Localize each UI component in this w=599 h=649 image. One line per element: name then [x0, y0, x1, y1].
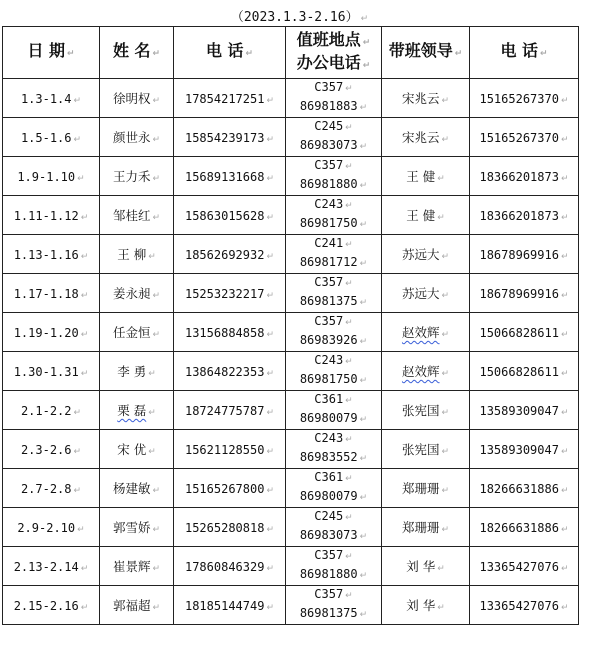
cell-date: 1.11-1.12 ↵ [3, 196, 100, 235]
paragraph-mark-icon: ↵ [441, 408, 450, 418]
table-row [3, 118, 579, 157]
cell-date: 1.9-1.10 ↵ [3, 157, 100, 196]
cell-leader: 王 健 ↵ [382, 196, 470, 235]
cell-leader: 刘 华 ↵ [382, 586, 470, 625]
cell-phone: 15854239173 ↵ [174, 118, 286, 157]
paragraph-mark-icon: ↵ [152, 135, 161, 145]
cell-name: 邹桂红 ↵ [100, 196, 174, 235]
paragraph-mark-icon: ↵ [266, 407, 275, 418]
paragraph-mark-icon: ↵ [152, 291, 161, 301]
paragraph-mark-icon: ↵ [80, 212, 89, 223]
paragraph-mark-icon: ↵ [148, 369, 156, 379]
cell-date: 1.5-1.6 ↵ [3, 118, 100, 157]
paragraph-mark-icon: ↵ [560, 329, 569, 340]
cell-location-office-phone: C241 ↵ 86981712 ↵ [286, 235, 382, 274]
schedule-period-caption [0, 6, 599, 25]
paragraph-mark-icon: ↵ [266, 212, 275, 223]
cell-location-office-phone: C357 ↵ 86981375 ↵ [286, 274, 382, 313]
cell-date: 2.7-2.8 ↵ [3, 469, 100, 508]
paragraph-mark-icon: ↵ [80, 251, 89, 262]
table-row [3, 391, 579, 430]
cell-name: 栗 磊 ↵ [100, 391, 174, 430]
cell-phone: 17854217251 ↵ [174, 79, 286, 118]
cell-leader: 张宪国 ↵ [382, 430, 470, 469]
cell-leader-phone: 15066828611 ↵ [470, 352, 579, 391]
cell-location-office-phone: C357 ↵ 86981880 ↵ [286, 157, 382, 196]
paragraph-mark-icon: ↵ [359, 415, 368, 425]
paragraph-mark-icon: ↵ [560, 602, 569, 613]
paragraph-mark-icon: ↵ [560, 95, 569, 106]
paragraph-mark-icon: ↵ [73, 134, 82, 145]
duty-schedule-table [2, 26, 579, 625]
table-row [3, 274, 579, 313]
paragraph-mark-icon: ↵ [80, 602, 89, 613]
cell-leader-phone: 18366201873 ↵ [470, 157, 579, 196]
paragraph-mark-icon: ↵ [359, 259, 368, 269]
table-row [3, 547, 579, 586]
cell-location-office-phone: C357 ↵ 86983926 ↵ [286, 313, 382, 352]
cell-leader: 郑珊珊 ↵ [382, 508, 470, 547]
paragraph-mark-icon: ↵ [359, 532, 368, 542]
paragraph-mark-icon: ↵ [360, 14, 369, 24]
paragraph-mark-icon: ↵ [441, 447, 450, 457]
table-row [3, 469, 579, 508]
paragraph-mark-icon: ↵ [73, 485, 82, 496]
paragraph-mark-icon: ↵ [345, 318, 353, 328]
paragraph-mark-icon: ↵ [560, 251, 569, 262]
cell-leader-phone: 13589309047 ↵ [470, 430, 579, 469]
cell-location-office-phone: C245 ↵ 86983073 ↵ [286, 118, 382, 157]
cell-phone: 15621128550 ↵ [174, 430, 286, 469]
paragraph-mark-icon: ↵ [359, 142, 368, 152]
paragraph-mark-icon: ↵ [266, 368, 275, 379]
cell-phone: 18562692932 ↵ [174, 235, 286, 274]
cell-leader-phone: 18678969916 ↵ [470, 235, 579, 274]
table-header-row [3, 27, 579, 79]
cell-name: 宋 优 ↵ [100, 430, 174, 469]
paragraph-mark-icon: ↵ [345, 201, 353, 211]
paragraph-mark-icon: ↵ [560, 524, 569, 535]
paragraph-mark-icon: ↵ [359, 610, 368, 620]
paragraph-mark-icon: ↵ [345, 396, 353, 406]
paragraph-mark-icon: ↵ [359, 376, 368, 386]
cell-date: 1.3-1.4 ↵ [3, 79, 100, 118]
cell-leader: 赵效辉 ↵ [382, 313, 470, 352]
table-row [3, 430, 579, 469]
paragraph-mark-icon: ↵ [152, 486, 161, 496]
cell-location-office-phone: C357 ↵ 86981375 ↵ [286, 586, 382, 625]
header-leader: 带班领导 ↵ [382, 27, 470, 79]
table-row [3, 313, 579, 352]
paragraph-mark-icon: ↵ [77, 173, 85, 184]
table-body [3, 79, 579, 625]
cell-phone: 17860846329 ↵ [174, 547, 286, 586]
paragraph-mark-icon: ↵ [266, 485, 275, 496]
paragraph-mark-icon: ↵ [266, 251, 275, 262]
paragraph-mark-icon: ↵ [152, 213, 161, 223]
paragraph-mark-icon: ↵ [345, 357, 353, 367]
paragraph-mark-icon: ↵ [359, 103, 368, 113]
cell-location-office-phone: C245 ↵ 86983073 ↵ [286, 508, 382, 547]
cell-name: 王 柳 ↵ [100, 235, 174, 274]
cell-phone: 18185144749 ↵ [174, 586, 286, 625]
cell-leader: 苏远大 ↵ [382, 235, 470, 274]
cell-date: 1.17-1.18 ↵ [3, 274, 100, 313]
paragraph-mark-icon: ↵ [266, 602, 275, 613]
paragraph-mark-icon: ↵ [437, 603, 445, 613]
cell-leader-phone: 13365427076 ↵ [470, 547, 579, 586]
cell-date: 2.9-2.10 ↵ [3, 508, 100, 547]
paragraph-mark-icon: ↵ [560, 173, 569, 184]
cell-name: 姜永昶 ↵ [100, 274, 174, 313]
table-row [3, 196, 579, 235]
paragraph-mark-icon: ↵ [560, 407, 569, 418]
cell-date: 1.19-1.20 ↵ [3, 313, 100, 352]
header-date: 日 期 ↵ [3, 27, 100, 79]
paragraph-mark-icon: ↵ [345, 162, 353, 172]
cell-date: 2.1-2.2 ↵ [3, 391, 100, 430]
paragraph-mark-icon: ↵ [560, 485, 569, 496]
paragraph-mark-icon: ↵ [266, 446, 275, 457]
paragraph-mark-icon: ↵ [345, 435, 353, 445]
cell-date: 2.13-2.14 ↵ [3, 547, 100, 586]
cell-leader-phone: 15165267370 ↵ [470, 118, 579, 157]
paragraph-mark-icon: ↵ [152, 330, 161, 340]
cell-date: 1.13-1.16 ↵ [3, 235, 100, 274]
cell-location-office-phone: C243 ↵ 86981750 ↵ [286, 196, 382, 235]
cell-name: 郭雪娇 ↵ [100, 508, 174, 547]
table-row [3, 508, 579, 547]
paragraph-mark-icon: ↵ [437, 564, 445, 574]
cell-leader: 宋兆云 ↵ [382, 118, 470, 157]
cell-date: 2.15-2.16 ↵ [3, 586, 100, 625]
paragraph-mark-icon: ↵ [148, 447, 156, 457]
paragraph-mark-icon: ↵ [441, 369, 450, 379]
cell-phone: 15165267800 ↵ [174, 469, 286, 508]
paragraph-mark-icon: ↵ [359, 298, 368, 308]
paragraph-mark-icon: ↵ [441, 96, 450, 106]
header-location-office-phone: 值班地点 ↵ 办公电话 ↵ [286, 27, 382, 79]
cell-phone: 15863015628 ↵ [174, 196, 286, 235]
cell-phone: 13156884858 ↵ [174, 313, 286, 352]
cell-leader-phone: 18266631886 ↵ [470, 508, 579, 547]
paragraph-mark-icon: ↵ [345, 591, 353, 601]
paragraph-mark-icon: ↵ [560, 134, 569, 145]
cell-leader: 王 健 ↵ [382, 157, 470, 196]
paragraph-mark-icon: ↵ [152, 174, 161, 184]
cell-name: 李 勇 ↵ [100, 352, 174, 391]
paragraph-mark-icon: ↵ [152, 96, 161, 106]
cell-location-office-phone: C361 ↵ 86980079 ↵ [286, 391, 382, 430]
cell-leader-phone: 18678969916 ↵ [470, 274, 579, 313]
paragraph-mark-icon: ↵ [80, 329, 89, 340]
paragraph-mark-icon: ↵ [80, 290, 89, 301]
cell-name: 任金恒 ↵ [100, 313, 174, 352]
paragraph-mark-icon: ↵ [441, 252, 450, 262]
paragraph-mark-icon: ↵ [560, 212, 569, 223]
paragraph-mark-icon: ↵ [359, 337, 368, 347]
paragraph-mark-icon: ↵ [152, 603, 161, 613]
table-row [3, 79, 579, 118]
paragraph-mark-icon: ↵ [441, 330, 450, 340]
paragraph-mark-icon: ↵ [73, 95, 82, 106]
cell-name: 徐明权 ↵ [100, 79, 174, 118]
paragraph-mark-icon: ↵ [266, 290, 275, 301]
paragraph-mark-icon: ↵ [77, 524, 85, 535]
paragraph-mark-icon: ↵ [73, 446, 82, 457]
cell-leader-phone: 15165267370 ↵ [470, 79, 579, 118]
header-name: 姓 名 ↵ [100, 27, 174, 79]
paragraph-mark-icon: ↵ [441, 525, 450, 535]
paragraph-mark-icon: ↵ [359, 220, 368, 230]
header-leader-phone: 电 话 ↵ [470, 27, 579, 79]
paragraph-mark-icon: ↵ [148, 408, 156, 418]
table-row [3, 157, 579, 196]
cell-leader-phone: 13589309047 ↵ [470, 391, 579, 430]
cell-leader-phone: 15066828611 ↵ [470, 313, 579, 352]
table-row [3, 235, 579, 274]
cell-location-office-phone: C243 ↵ 86983552 ↵ [286, 430, 382, 469]
cell-leader-phone: 13365427076 ↵ [470, 586, 579, 625]
paragraph-mark-icon: ↵ [80, 563, 89, 574]
header-phone: 电 话 ↵ [174, 27, 286, 79]
cell-phone: 15689131668 ↵ [174, 157, 286, 196]
paragraph-mark-icon: ↵ [345, 279, 353, 289]
paragraph-mark-icon: ↵ [441, 291, 450, 301]
paragraph-mark-icon: ↵ [345, 84, 353, 94]
paragraph-mark-icon: ↵ [359, 454, 368, 464]
cell-name: 王力禾 ↵ [100, 157, 174, 196]
paragraph-mark-icon: ↵ [359, 493, 368, 503]
paragraph-mark-icon: ↵ [560, 446, 569, 457]
paragraph-mark-icon: ↵ [266, 173, 275, 184]
table-row [3, 586, 579, 625]
paragraph-mark-icon: ↵ [266, 329, 275, 340]
cell-name: 郭福超 ↵ [100, 586, 174, 625]
cell-leader: 苏远大 ↵ [382, 274, 470, 313]
paragraph-mark-icon: ↵ [73, 407, 82, 418]
paragraph-mark-icon: ↵ [441, 486, 450, 496]
cell-phone: 18724775787 ↵ [174, 391, 286, 430]
paragraph-mark-icon: ↵ [266, 524, 275, 535]
paragraph-mark-icon: ↵ [345, 123, 353, 133]
cell-name: 杨建敏 ↵ [100, 469, 174, 508]
paragraph-mark-icon: ↵ [152, 564, 161, 574]
cell-leader-phone: 18266631886 ↵ [470, 469, 579, 508]
paragraph-mark-icon: ↵ [345, 474, 353, 484]
paragraph-mark-icon: ↵ [266, 95, 275, 106]
cell-leader-phone: 18366201873 ↵ [470, 196, 579, 235]
paragraph-mark-icon: ↵ [560, 290, 569, 301]
cell-phone: 15265280818 ↵ [174, 508, 286, 547]
cell-leader: 张宪国 ↵ [382, 391, 470, 430]
paragraph-mark-icon: ↵ [437, 213, 445, 223]
cell-date: 1.30-1.31 ↵ [3, 352, 100, 391]
paragraph-mark-icon: ↵ [80, 368, 89, 379]
paragraph-mark-icon: ↵ [266, 563, 275, 574]
cell-phone: 13864822353 ↵ [174, 352, 286, 391]
cell-location-office-phone: C357 ↵ 86981883 ↵ [286, 79, 382, 118]
paragraph-mark-icon: ↵ [152, 525, 161, 535]
paragraph-mark-icon: ↵ [560, 368, 569, 379]
cell-location-office-phone: C361 ↵ 86980079 ↵ [286, 469, 382, 508]
paragraph-mark-icon: ↵ [345, 513, 353, 523]
paragraph-mark-icon: ↵ [441, 135, 450, 145]
paragraph-mark-icon: ↵ [266, 134, 275, 145]
cell-date: 2.3-2.6 ↵ [3, 430, 100, 469]
table-row [3, 352, 579, 391]
cell-leader: 郑珊珊 ↵ [382, 469, 470, 508]
paragraph-mark-icon: ↵ [560, 563, 569, 574]
paragraph-mark-icon: ↵ [437, 174, 445, 184]
period-text: （2023.1.3-2.16） [230, 10, 359, 25]
cell-leader: 刘 华 ↵ [382, 547, 470, 586]
cell-phone: 15253232217 ↵ [174, 274, 286, 313]
cell-location-office-phone: C357 ↵ 86981880 ↵ [286, 547, 382, 586]
cell-location-office-phone: C243 ↵ 86981750 ↵ [286, 352, 382, 391]
cell-leader: 宋兆云 ↵ [382, 79, 470, 118]
paragraph-mark-icon: ↵ [359, 181, 368, 191]
paragraph-mark-icon: ↵ [345, 552, 353, 562]
paragraph-mark-icon: ↵ [359, 571, 368, 581]
paragraph-mark-icon: ↵ [345, 240, 353, 250]
paragraph-mark-icon: ↵ [148, 252, 156, 262]
cell-name: 颜世永 ↵ [100, 118, 174, 157]
cell-name: 崔景辉 ↵ [100, 547, 174, 586]
cell-leader: 赵效辉 ↵ [382, 352, 470, 391]
